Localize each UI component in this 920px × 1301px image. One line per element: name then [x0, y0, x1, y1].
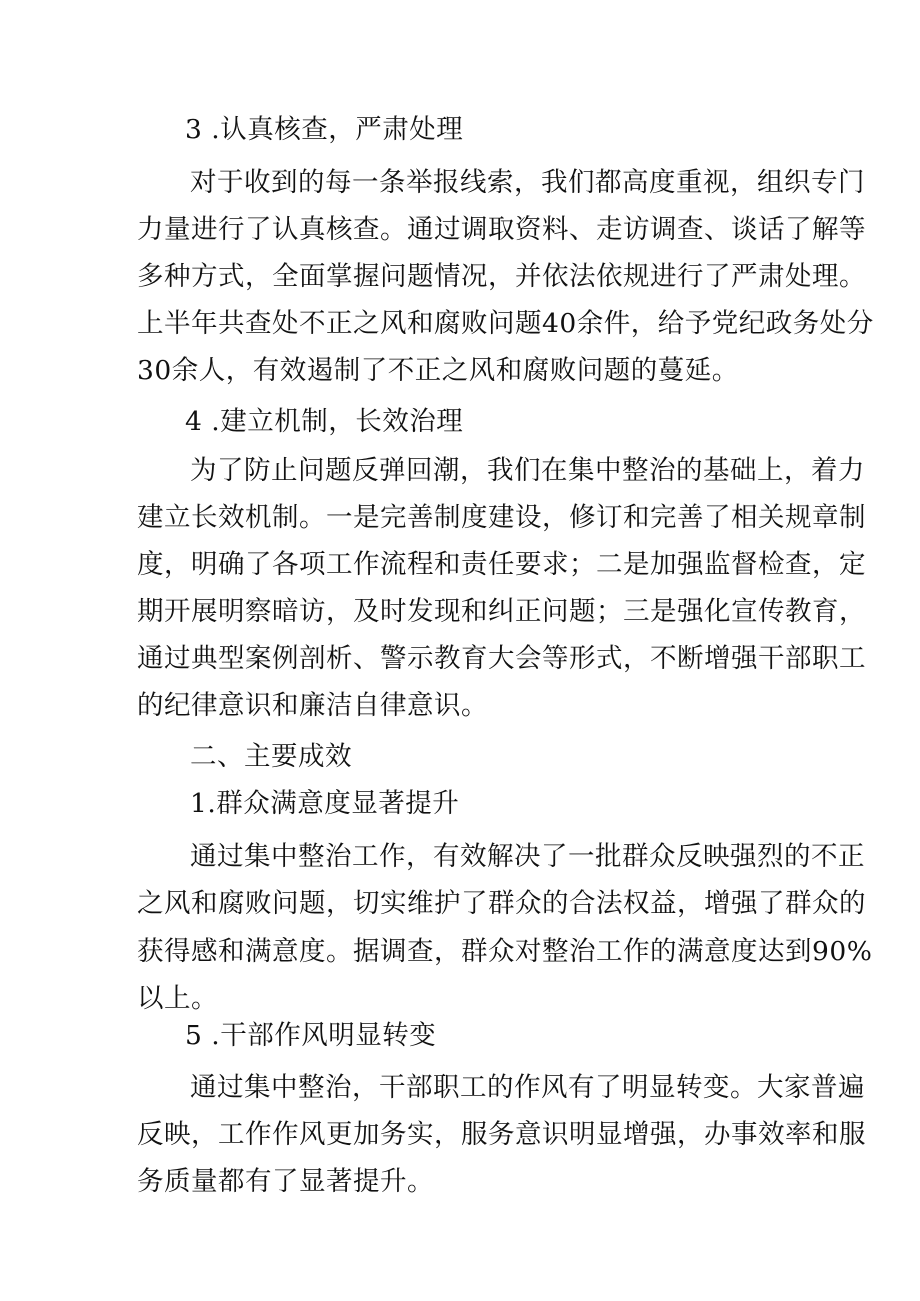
heading-text: 3 .认真核查，严肃处理 — [185, 114, 464, 145]
line-text: 以上。 — [137, 983, 218, 1014]
heading-text: 5 .干部作风明显转变 — [185, 1020, 437, 1051]
heading-text: 1.群众满意度显著提升 — [190, 788, 460, 819]
part-heading — [0, 737, 920, 777]
line-text: 通过典型案例剖析、警示教育大会等形式，不断增强干部职工 — [137, 643, 866, 674]
section-heading-4 — [0, 402, 920, 442]
line-text: 30余人，有效遏制了不正之风和腐败问题的蔓延。 — [137, 355, 739, 386]
paragraph-line — [0, 686, 920, 726]
paragraph-line — [0, 932, 920, 972]
line-text: 通过集中整治工作，有效解决了一批群众反映强烈的不正 — [190, 841, 865, 872]
section-heading-1 — [0, 784, 920, 824]
line-text: 为了防止问题反弹回潮，我们在集中整治的基础上，着力 — [190, 455, 865, 486]
heading-text: 二、主要成效 — [190, 741, 352, 772]
paragraph-line — [0, 451, 920, 491]
paragraph-line — [0, 163, 920, 203]
paragraph-line — [0, 498, 920, 538]
section-heading-5 — [0, 1016, 920, 1056]
line-text: 务质量都有了显著提升。 — [137, 1166, 434, 1197]
section-heading-3 — [0, 110, 920, 150]
paragraph-line — [0, 210, 920, 250]
line-text: 期开展明察暗访，及时发现和纠正问题；三是强化宣传教育， — [137, 596, 866, 627]
paragraph-line — [0, 1115, 920, 1155]
paragraph-line — [0, 1162, 920, 1202]
paragraph-line — [0, 884, 920, 924]
line-text: 获得感和满意度。据调查，群众对整治工作的满意度达到90% — [137, 936, 873, 967]
paragraph-line — [0, 837, 920, 877]
line-text: 之风和腐败问题，切实维护了群众的合法权益，增强了群众的 — [137, 888, 866, 919]
paragraph-line — [0, 304, 920, 344]
paragraph-line — [0, 639, 920, 679]
line-text: 建立长效机制。一是完善制度建设，修订和完善了相关规章制 — [137, 502, 866, 533]
line-text: 的纪律意识和廉洁自律意识。 — [137, 690, 488, 721]
line-text: 上半年共查处不正之风和腐败问题40余件，给予党纪政务处分 — [137, 308, 874, 339]
paragraph-line — [0, 257, 920, 297]
paragraph-line — [0, 351, 920, 391]
paragraph-line — [0, 545, 920, 585]
paragraph-line — [0, 592, 920, 632]
line-text: 对于收到的每一条举报线索，我们都高度重视，组织专门 — [190, 167, 865, 198]
line-text: 多种方式，全面掌握问题情况，并依法依规进行了严肃处理。 — [137, 261, 866, 292]
heading-text: 4 .建立机制，长效治理 — [185, 406, 464, 437]
line-text: 通过集中整治，干部职工的作风有了明显转变。大家普遍 — [190, 1072, 865, 1103]
line-text: 力量进行了认真核查。通过调取资料、走访调查、谈话了解等 — [137, 214, 866, 245]
line-text: 反映，工作作风更加务实，服务意识明显增强，办事效率和服 — [137, 1119, 866, 1150]
paragraph-line — [0, 1068, 920, 1108]
line-text: 度，明确了各项工作流程和责任要求；二是加强监督检查，定 — [137, 549, 866, 580]
paragraph-line — [0, 979, 920, 1019]
